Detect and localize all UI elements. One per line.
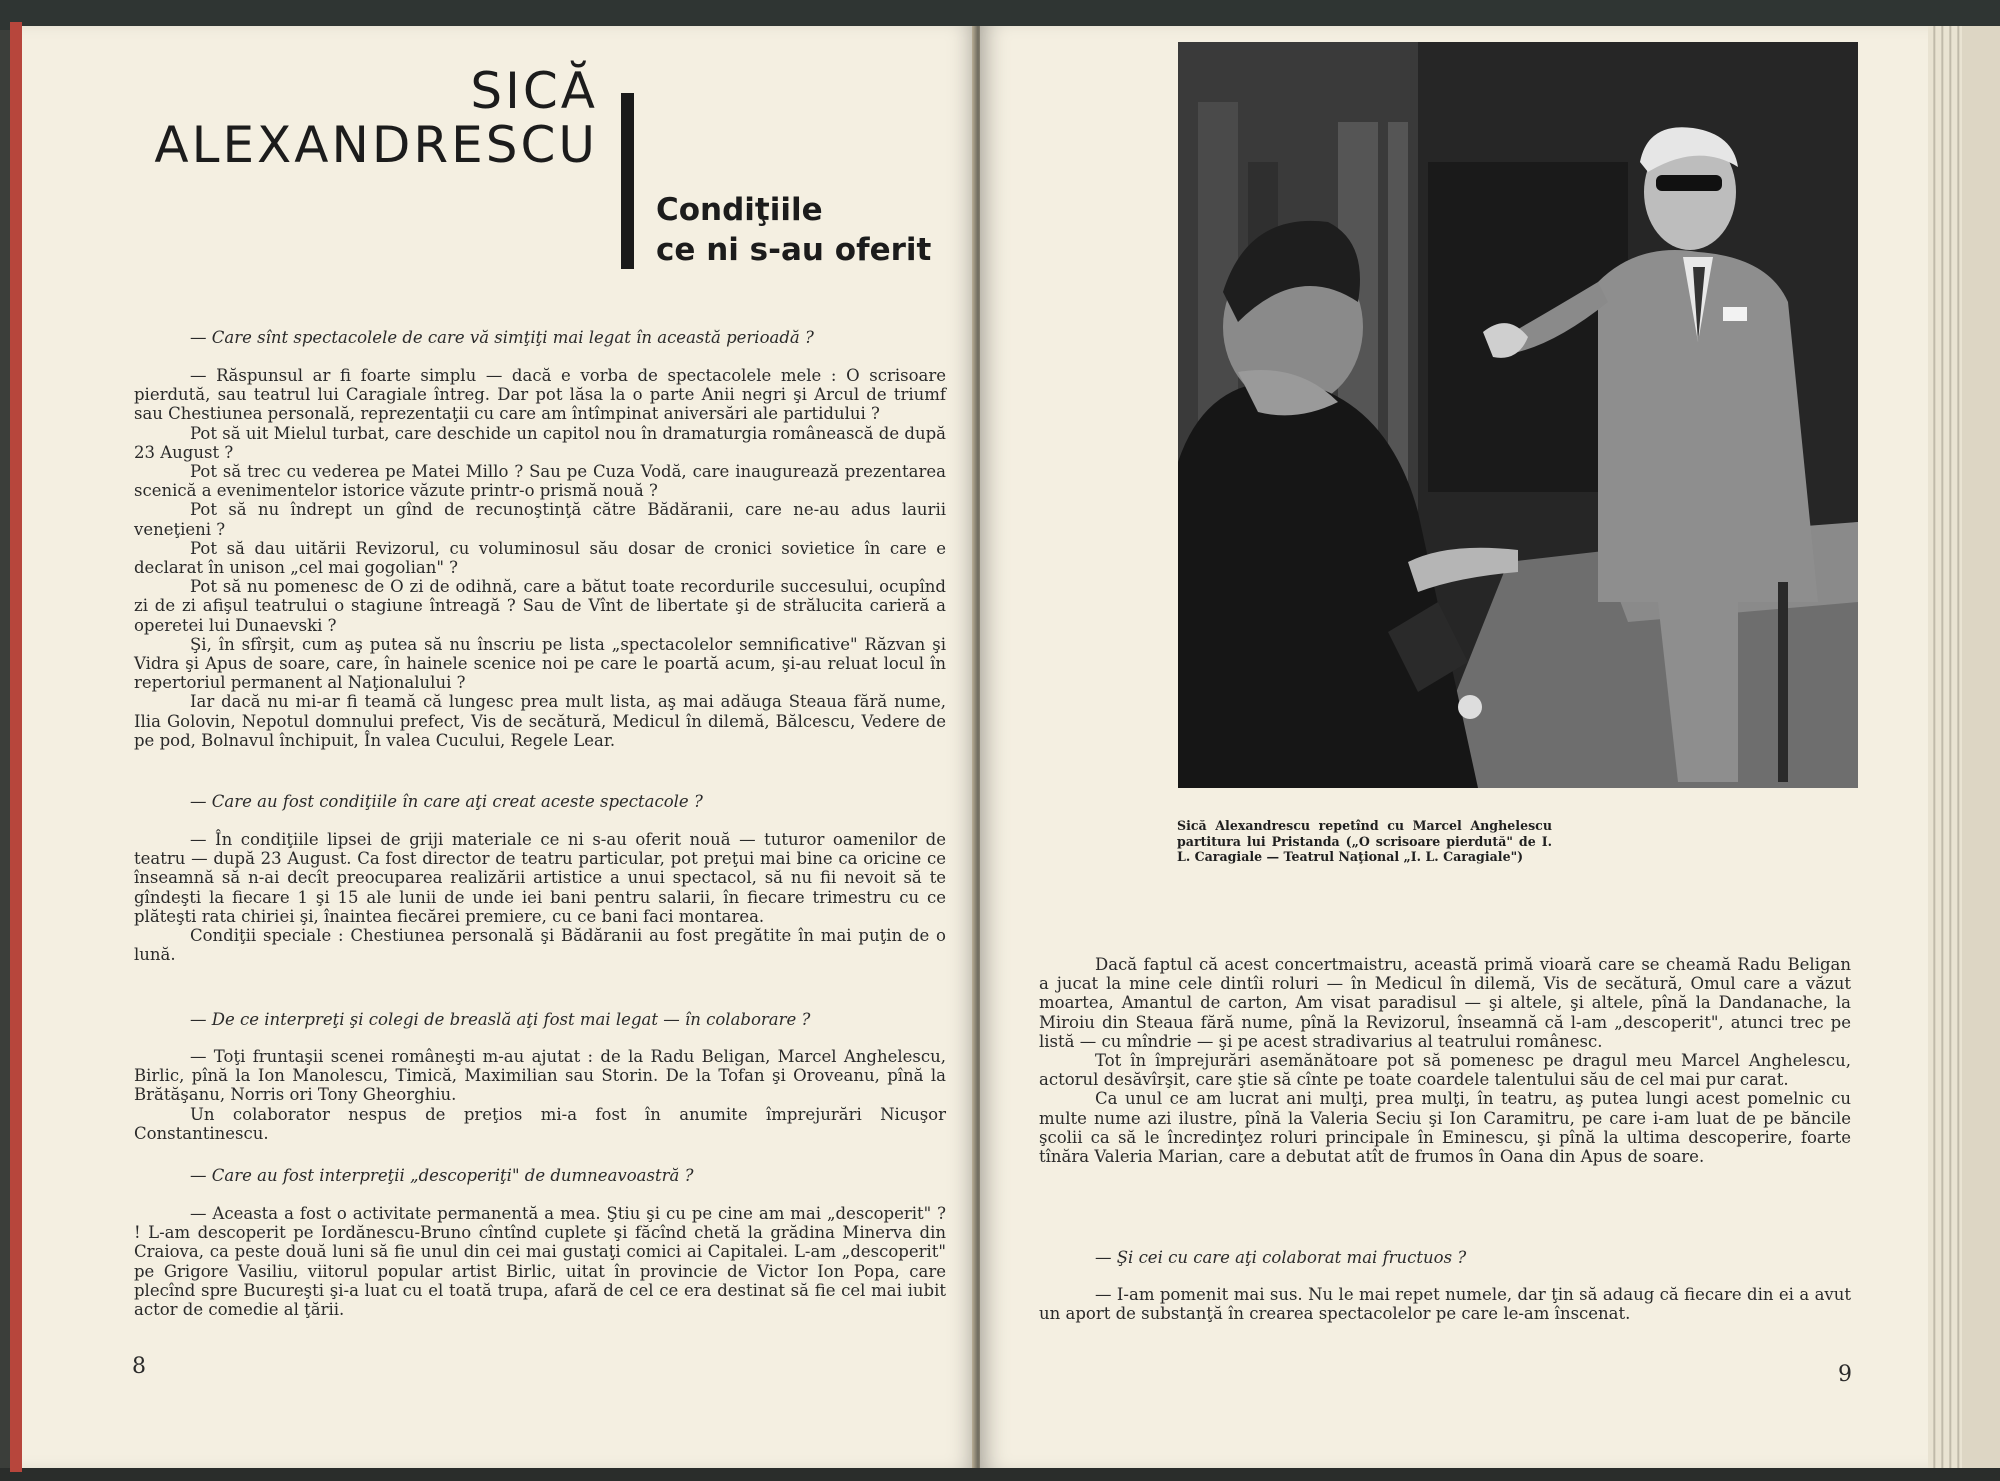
paragraph: Tot în împrejurări asemănătoare pot să pomenesc pe dragul meu Marcel Anghelescu, actorul desăvîrşit, care ştie să cînte pe toate coardele talentului său de cel mai pur carat. — [1039, 1051, 1851, 1090]
subtitle-line-1: Condiţiile — [656, 192, 823, 228]
page-number-left: 8 — [132, 1354, 146, 1379]
paragraph: — I-am pomenit mai sus. Nu le mai repet numele, dar ţin să adaug că fiecare din ei a avut un aport de substanţă în crearea spectacolelor pe care le-am înscenat. — [1039, 1285, 1851, 1324]
question-4 — [134, 1166, 946, 1185]
paragraph: Pot să nu pomenesc de O zi de odihnă, care a bătut toate recordurile succesului, ocupînd zi de zi afişul teatrului o stagiune întreagă ? Sau de Vînt de libertate şi de strălucita carieră a operetei lui Dunaevski ? — [134, 577, 946, 635]
photo-illustration — [1178, 42, 1858, 788]
paragraph: — În condiţiile lipsei de griji materiale ce ni s-au oferit nouă — tuturor oamenilor de teatru — după 23 August. Ca fost director de teatru particular, pot preţui mai bine ca oricine ce înseamnă să n-ai decît preocuparea realizării artistice a unui spectacol, să nu fii nevoit să te gîndeşti la fiecare 1 şi 15 ale lunii de unde iei bani pentru salarii, în fiecare trimestru cu ce plăteşti rata chiriei şi, înaintea fiecărei premiere, cu ce bani faci montarea. — [134, 830, 946, 926]
title-line-1: SICĂ — [470, 62, 598, 120]
page-edges — [1928, 26, 2000, 1468]
paragraph: Şi, în sfîrşit, cum aş putea să nu înscriu pe lista „spectacolelor semnificative" Răzvan şi Vidra şi Apus de soare, care, în hainele scenice noi pe care le poartă acum, şi-au reluat locul în repertoriul permanent al Naţionalului ? — [134, 634, 946, 693]
paragraph: Pot să dau uitării Revizorul, cu voluminosul său dosar de cronici sovietice în care e declarat în unison „cel mai gogolian" ? — [134, 538, 946, 578]
book-cover-edge — [10, 22, 22, 1472]
paragraph: Dacă faptul că acest concertmaistru, această primă vioară care se cheamă Radu Beligan a jucat la mine cele dintîi roluri — în Medicul în dilemă, Vis de secătură, Omul care a văzut moartea, Amantul de carton, Am visat paradisul — şi altele, şi altele, pînă la Dandanache, la Miroiu din Steaua fără nume, pînă la Revizorul, înseamnă că l-am „descoperit", atunci trec pe listă — cu mîndrie — şi pe acest stradivarius al teatrului românesc. — [1039, 955, 1851, 1051]
question-2 — [134, 792, 946, 811]
paragraph: Pot să uit Mielul turbat, care deschide un capitol nou în dramaturgia românească de după 23 August ? — [134, 423, 946, 462]
photo-caption: Sică Alexandrescu repetînd cu Marcel Anghelescu partitura lui Pristanda („O scrisoare pierdută" de I. L. Caragiale — Teatrul Naţional „I. L. Caragiale") — [1177, 818, 1552, 864]
title-line-2: ALEXANDRESCU — [154, 116, 598, 174]
article-title — [108, 64, 598, 172]
question-text: — Şi cei cu care aţi colaborat mai fructuos ? — [1095, 1248, 1467, 1267]
paragraph: Pot să trec cu vederea pe Matei Millo ? Sau pe Cuza Vodă, care inaugurează prezentarea scenică a evenimentelor istorice văzute printr-o prismă nouă ? — [134, 462, 946, 501]
article-subtitle — [656, 190, 956, 270]
paragraph: — Răspunsul ar fi foarte simplu — dacă e vorba de spectacolele mele : O scrisoare pierdută, sau teatrul lui Caragiale întreg. Dar pot lăsa la o parte Anii negri şi Arcul de triumf sau Chestiunea personală, reprezentaţii cu care am întîmpinat aniversări ale partidului ? — [134, 366, 946, 424]
answer-4 — [134, 1204, 946, 1319]
question-1 — [134, 328, 946, 347]
paragraph: Iar dacă nu mi-ar fi teamă că lungesc prea mult lista, aş mai adăuga Steaua fără nume, Ilia Golovin, Nepotul domnului prefect, Vis de secătură, Medicul în dilemă, Bălcescu, Vedere de pe pod, Bolnavul închipuit, În valea Cucului, Regele Lear. — [134, 692, 946, 750]
question-text: — Care au fost condiţiile în care aţi creat aceste spectacole ? — [190, 792, 703, 811]
scan-background-bottom — [0, 1468, 2000, 1481]
paragraph: Un colaborator nespus de preţios mi-a fost în anumite împrejurări Nicuşor Constantinescu. — [134, 1104, 946, 1143]
answer-3 — [134, 1047, 946, 1143]
answer-1 — [134, 366, 946, 750]
paragraph: Pot să nu îndrept un gînd de recunoştinţă către Bădăranii, care ne-au adus laurii veneţieni ? — [134, 500, 946, 539]
rehearsal-photo — [1178, 42, 1858, 788]
answer-2 — [134, 830, 946, 964]
answer-5 — [1039, 955, 1851, 1166]
title-divider-bar — [621, 93, 634, 269]
question-text: — Care sînt spectacolele de care vă simţiţi mai legat în această perioadă ? — [190, 328, 814, 347]
paragraph: Condiţii speciale : Chestiunea personală şi Bădăranii au fost pregătite în mai puţin de o lună. — [134, 926, 946, 965]
paragraph: — Toţi fruntaşii scenei româneşti m-au ajutat : de la Radu Beligan, Marcel Anghelescu, Birlic, pînă la Ion Manolescu, Timică, Maximilian sau Storin. De la Tofan şi Oroveanu, pînă la Brătăşanu, Norris ori Tony Gheorghiu. — [134, 1047, 946, 1105]
paragraph: — Aceasta a fost o activitate permanentă a mea. Ştiu şi cu pe cine am mai „descoperit" ? ! L-am descoperit pe Iordănescu-Bruno cîntînd cuplete şi făcînd chetă la grădina Minerva din Craiova, ca peste două luni să fie unul din cei mai gustaţi comici ai Capitalei. L-am „descoperit" pe Grigore Vasiliu, viitorul popular artist Birlic, uitat în provincie de Victor Ion Popa, care plecînd spre Bucureşti şi-a luat cu el toată trupa, afară de cel ce era destinat să fie cel mai iubit actor de comedie al ţării. — [134, 1204, 946, 1320]
question-3 — [134, 1010, 946, 1029]
question-6 — [1039, 1248, 1851, 1267]
answer-6 — [1039, 1285, 1851, 1323]
paragraph: Ca unul ce am lucrat ani mulţi, prea mulţi, în teatru, aş putea lungi acest pomelnic cu multe nume azi ilustre, pînă la Valeria Seciu şi Ion Caramitru, pe care i-am luat de pe băncile şcolii ca să le încredinţez roluri principale în Eminescu, şi pînă la ultima descoperire, foarte tînăra Valeria Marian, care a debutat atît de frumos în Oana din Apus de soare. — [1039, 1089, 1851, 1167]
page-number-right: 9 — [1838, 1362, 1852, 1387]
question-text: — Care au fost interpreţii „descoperiţi" de dumneavoastră ? — [190, 1166, 694, 1185]
question-text: — De ce interpreţi şi colegi de breaslă aţi fost mai legat — în colaborare ? — [190, 1010, 811, 1029]
subtitle-line-2: ce ni s-au oferit — [656, 232, 932, 268]
